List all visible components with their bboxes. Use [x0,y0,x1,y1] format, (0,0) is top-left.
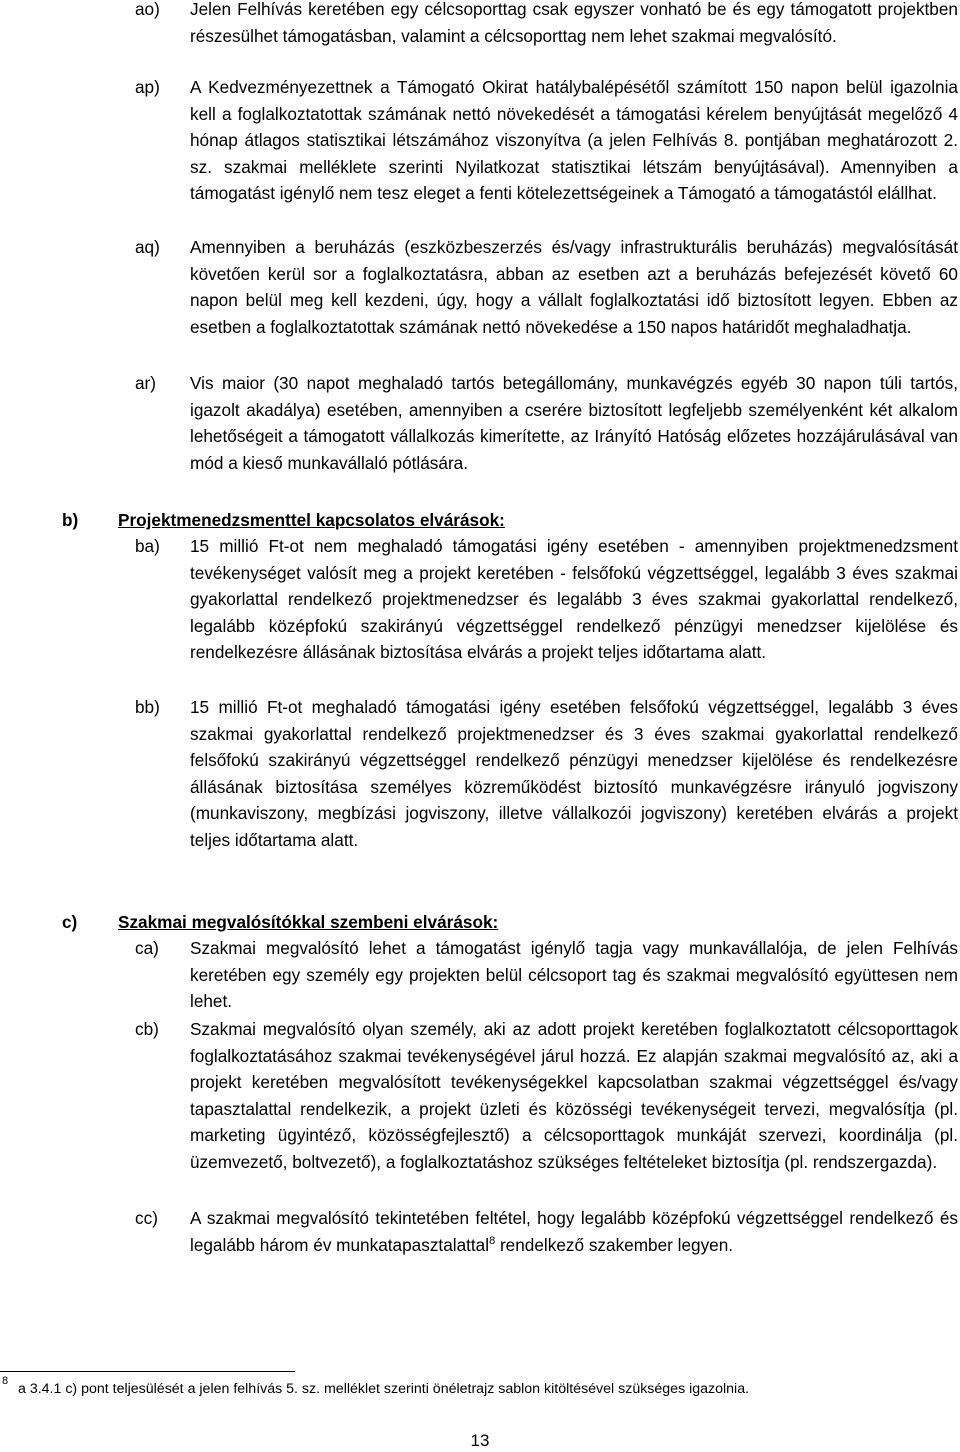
item-text-ao: Jelen Felhívás keretében egy célcsoporttag csak egyszer vonható be és egy támogatott projektben részesülhet támogatásban, valamint a célcsoporttag nem lehet szakmai megvalósító. [190,0,958,46]
footnote-divider [0,1371,295,1372]
footnote-text: a 3.4.1 c) pont teljesülését a jelen felhívás 5. sz. melléklet szerinti önéletrajz sablon kitöltésével szükséges igazolnia. [18,1381,750,1397]
item-text-bb: 15 millió Ft-ot meghaladó támogatási igény esetében felsőfokú végzettséggel, legalább 3 éves szakmai gyakorlattal rendelkező projektmenedzser és 3 éves szakmai gyakorlattal rendelkező felsőfokú szakirányú végzettséggel rendelkező pénzügyi menedzser kijelölése és rendelkezésre állásának biztosítása személyes közreműködést biztosító munkavégzésre irányuló jogviszony (munkaviszony, megbízási jogviszony, illetve vállalkozói jogviszony) keretében elvárás a projekt teljes időtartama alatt. [190,697,958,850]
item-text-cb: Szakmai megvalósító olyan személy, aki az adott projekt keretében foglalkoztatott célcsoporttagok foglalkoztatásához szakmai tevékenységével járul hozzá. Ez alapján szakmai megvalósító az, aki a projekt keretében megvalósított tevékenységekkel kapcsolatban szakmai végzettséggel és/vagy tapasztalattal rendelkezik, a projekt üzleti és közösségi tevékenységeit tervezi, megvalósítja (pl. marketing ügyintéző, közösségfejlesztő) a célcsoporttagok munkáját szervezi, koordinálja (pl. üzemvezető, boltvezető), a foglalkoztatáshoz szükséges feltételeket biztosítja (pl. rendszergazda). [190,1019,958,1172]
item-label-ap: ap) [135,77,160,97]
item-text-cc-part2: rendelkező szakember legyen. [495,1234,734,1255]
item-label-bb: bb) [135,697,160,717]
section-title-b: Projektmenedzsmenttel kapcsolatos elvárások: [118,510,505,530]
item-label-cb: cb) [135,1019,159,1039]
item-label-cc: cc) [135,1208,158,1228]
item-label-ba: ba) [135,536,160,556]
item-label-ao: ao) [135,0,160,19]
item-label-ca: ca) [135,938,159,958]
section-label-c: c) [62,912,78,932]
section-title-c: Szakmai megvalósítókkal szembeni elvárások: [118,912,499,932]
item-text-ba: 15 millió Ft-ot nem meghaladó támogatási igény esetében - amennyiben projektmenedzsment tevékenységet valósít meg a projekt keretében - felsőfokú végzettséggel, legalább 3 éves szakmai gyakorlattal rendelkező projektmenedzser és legalább 3 éves szakmai gyakorlattal rendelkező, legalább középfokú szakirányú végzettséggel rendelkező pénzügyi menedzser kijelölése és rendelkezésre állásának biztosítása elvárás a projekt teljes időtartama alatt. [190,536,958,663]
item-text-cc [190,1205,958,1258]
section-label-b: b) [62,510,79,530]
item-label-aq: aq) [135,237,160,257]
item-text-ar: Vis maior (30 napot meghaladó tartós betegállomány, munkavégzés egyéb 30 napon túli tartós, igazolt akadálya) esetében, amennyiben a cserére biztosított legfeljebb személyenként két alkalom lehetőségeit a támogatott vállalkozás kimerítette, az Irányító Hatóság előzetes hozzájárulásával van mód a kieső munkavállaló pótlására. [190,373,958,473]
item-text-ap: A Kedvezményezettnek a Támogató Okirat hatálybalépésétől számított 150 napon belül igazolnia kell a foglalkoztatottak számának nettó növekedését a támogatási kérelem benyújtását megelőző 4 hónap átlagos statisztikai létszámához viszonyítva (a jelen Felhívás 8. pontjában meghatározott 2. sz. szakmai melléklete szerinti Nyilatkozat statisztikai létszám benyújtásával). Amennyiben a támogatást igénylő nem tesz eleget a fenti kötelezettségeinek a Támogató a támogatástól elállhat. [190,77,958,204]
item-text-ca: Szakmai megvalósító lehet a támogatást igénylő tagja vagy munkavállalója, de jelen Felhívás keretében egy személy egy projekten belül célcsoport tag és szakmai megvalósító együttesen nem lehet. [190,938,958,1012]
page-number: 13 [470,1431,490,1450]
item-text-cc-part1: A szakmai megvalósító tekintetében feltétel, hogy legalább középfokú végzettséggel rendelkező és legalább három év munkatapasztalattal [190,1208,958,1255]
item-label-ar: ar) [135,373,157,393]
footnote-number: 8 [2,1375,9,1387]
footnote-reference[interactable]: 8 [489,1234,496,1247]
item-text-aq: Amennyiben a beruházás (eszközbeszerzés és/vagy infrastrukturális beruházás) megvalósítását követően kerül sor a foglalkoztatásra, abban az esetben azt a beruházás befejezését követő 60 napon belül meg kell kezdeni, úgy, hogy a vállalt foglalkoztatási idő biztosított legyen. Ebben az esetben a foglalkoztatottak számának nettó növekedése a 150 napos határidőt meghaladhatja. [190,237,958,337]
